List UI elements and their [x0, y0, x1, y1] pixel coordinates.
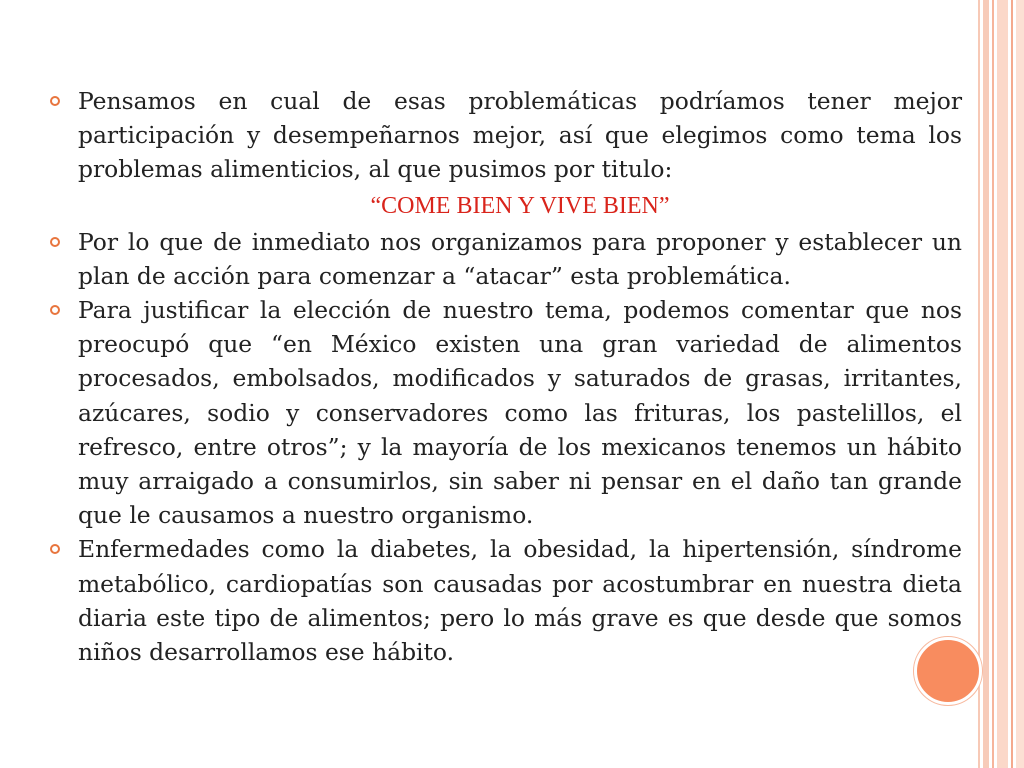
decorative-stripe: [1016, 0, 1024, 768]
decorative-stripe: [983, 0, 989, 768]
circle-bullet-icon: [50, 305, 60, 315]
paragraph-text: Enfermedades como la diabetes, la obesidad, la hipertensión, síndrome metabólico, cardiopatías son causadas por acostumbrar en nuestra dieta diaria este tipo de alimentos; pero lo más grave es que desde que somos niños desarrollamos ese hábito.: [78, 535, 962, 667]
decorative-stripe: [1011, 0, 1013, 768]
bullet-paragraph: [46, 293, 962, 532]
slide-body: [46, 84, 962, 669]
decorative-stripe: [997, 0, 1008, 768]
circle-bullet-icon: [50, 544, 60, 554]
slide-title: “COME BIEN Y VIVE BIEN”: [370, 192, 670, 219]
bullet-paragraph: [46, 225, 962, 293]
decorative-circle: [914, 637, 982, 705]
circle-bullet-icon: [50, 96, 60, 106]
bullet-paragraph: [46, 532, 962, 669]
decorative-stripe: [992, 0, 994, 768]
paragraph-text: Para justificar la elección de nuestro tema, podemos comentar que nos preocupó que “en México existen una gran variedad de alimentos procesados, embolsados, modificados y saturados de grasas, irritantes, azúcares, sodio y conservadores como las frituras, los pastelillos, el refresco, entre otros”; y la mayoría de los mexicanos tenemos un hábito muy arraigado a consumirlos, sin saber ni pensar en el daño tan grande que le causamos a nuestro organismo.: [78, 296, 962, 530]
circle-bullet-icon: [50, 237, 60, 247]
paragraph-text: Pensamos en cual de esas problemáticas podríamos tener mejor participación y desempeñarnos mejor, así que elegimos como tema los problemas alimenticios, al que pusimos por titulo:: [78, 87, 962, 184]
decorative-stripe: [978, 0, 980, 768]
bullet-paragraph: [46, 84, 962, 187]
paragraph-text: Por lo que de inmediato nos organizamos para proponer y establecer un plan de acción para comenzar a “atacar” esta problemática.: [78, 227, 962, 290]
